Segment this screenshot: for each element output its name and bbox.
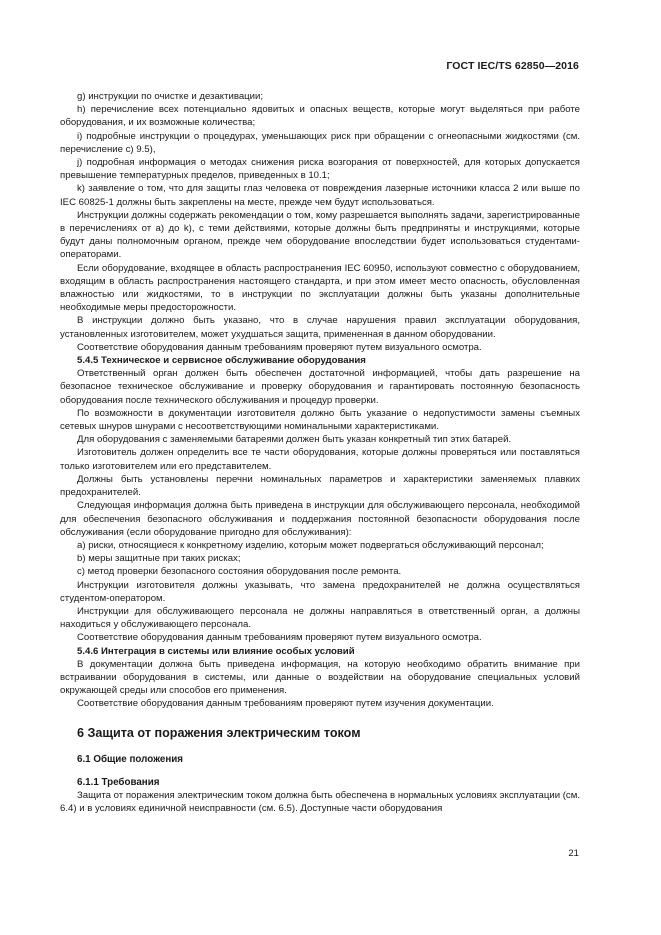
paragraph: Инструкции изготовителя должны указывать, что замена предохранителей не должна осуществляться студентом-оператором. [60, 579, 580, 604]
paragraph: g) инструкции по очистке и дезактивации; [77, 91, 264, 102]
paragraph: Ответственный орган должен быть обеспечен достаточной информацией, чтобы дать разрешение на безопасное техническое обслуживание и проверку оборудования и гарантировать постоянную безопасность оборудования после технического обслуживания и процедур проверки. [60, 368, 580, 406]
paragraph: В документации должна быть приведена информация, на которую необходимо обратить внимание при встраивании оборудования в системы, или данные о воздействии на оборудование специальных условий окружающей среды или способов его применения. [60, 658, 580, 697]
paragraph: Соответствие оборудования данным требованиям проверяют путем визуального осмотра. [77, 632, 482, 644]
document-code: ГОСТ IEC/TS 62850—2016 [446, 60, 579, 72]
paragraph: Следующая информация должна быть приведена в инструкции для обслуживающего персонала, необходимой для обеспечения безопасного обслуживания и поддержания постоянной безопасности оборудования после обслуживания (если оборудование пригодно для обслуживания): [60, 500, 580, 538]
paragraph: Для оборудования с заменяемыми батареями должен быть указан конкретный тип этих батарей. [77, 434, 512, 446]
paragraph: Изготовитель должен определить все те части оборудования, которые должны проверяться или поставляться только изготовителем или его представителем. [60, 447, 580, 472]
paragraph: По возможности в документации изготовителя должно быть указание о недопустимости замены съемных сетевых шнуров шнурами с несоответствующими номинальными характеристиками. [60, 407, 580, 433]
section-heading-6-1-1: 6.1.1 Требования [77, 776, 160, 788]
paragraph: Соответствие оборудования данным требованиям проверяют путем изучения документации. [77, 698, 494, 710]
paragraph: Должны быть установлены перечни номинальных параметров и характеристики заменяемых плавких предохранителей. [60, 473, 580, 499]
paragraph: j) подробная информация о методах снижения риска возгорания от поверхностей, для которых допускается превышение температурных пределов, приведенных в 10.1; [60, 157, 580, 182]
document-body [60, 90, 580, 815]
paragraph: В инструкции должно быть указано, что в случае нарушения правил эксплуатации оборудования, установленных изготовителем, может ухудшаться защита, примененная в данном оборудовании. [60, 315, 580, 340]
paragraph: Если оборудование, входящее в область распространения IEC 60950, используют совместно с оборудованием, входящим в область распространения настоящего стандарта, и при этом имеет место опасность, обусловленная влажностью или жидкостями, то в инструкции по эксплуатации должны быть указаны дополнительные необходимые меры предосторожности. [60, 262, 580, 314]
page-number: 21 [568, 848, 579, 859]
paragraph: Инструкции должны содержать рекомендации о том, кому разрешается выполнять задачи, зарегистрированные в перечислениях от а) до k), с теми действиями, которые должны быть предприняты и инструкциями, которые будут даны полномочным органом, прежде чем оборудование впоследствии будет использоваться студентами-операторами. [60, 209, 580, 261]
section-heading-5-4-5: 5.4.5 Техническое и сервисное обслуживание оборудования [77, 355, 366, 367]
section-heading-5-4-6: 5.4.6 Интеграция в системы или влияние особых условий [77, 645, 355, 657]
paragraph: Инструкции для обслуживающего персонала не должны направляться в ответственный орган, а должны находиться у обслуживающего персонала. [60, 605, 580, 631]
paragraph: h) перечисление всех потенциально ядовитых и опасных веществ, которые могут выделяться при работе оборудования, и их возможные количества; [60, 104, 580, 129]
list-item: с) метод проверки безопасного состояния оборудования после ремонта. [77, 566, 402, 578]
section-heading-6-1: 6.1 Общие положения [77, 753, 184, 765]
chapter-heading-6: 6 Защита от поражения электрическим током [77, 725, 361, 740]
list-item: b) меры защитные при таких рисках; [77, 553, 241, 565]
paragraph: i) подробные инструкции о процедурах, уменьшающих риск при обращении с огнеопасными жидкостями (см. перечисление с) 9.5), [60, 130, 580, 155]
list-item: а) риски, относящиеся к конкретному изделию, которым может подвергаться обслуживающий персонал; [77, 539, 544, 551]
paragraph: Защита от поражения электрическим током должна быть обеспечена в нормальных условиях эксплуатации (см. 6.4) и в условиях единичной неисправности (см. 6.5). Доступные части оборудования [60, 789, 580, 815]
paragraph: k) заявление о том, что для защиты глаз человека от повреждения лазерные источники класса 2 или выше по IEC 60825-1 должны быть закреплены на месте, прежде чем будут использоваться. [60, 183, 580, 208]
paragraph: Соответствие оборудования данным требованиям проверяют путем визуального осмотра. [77, 341, 482, 353]
